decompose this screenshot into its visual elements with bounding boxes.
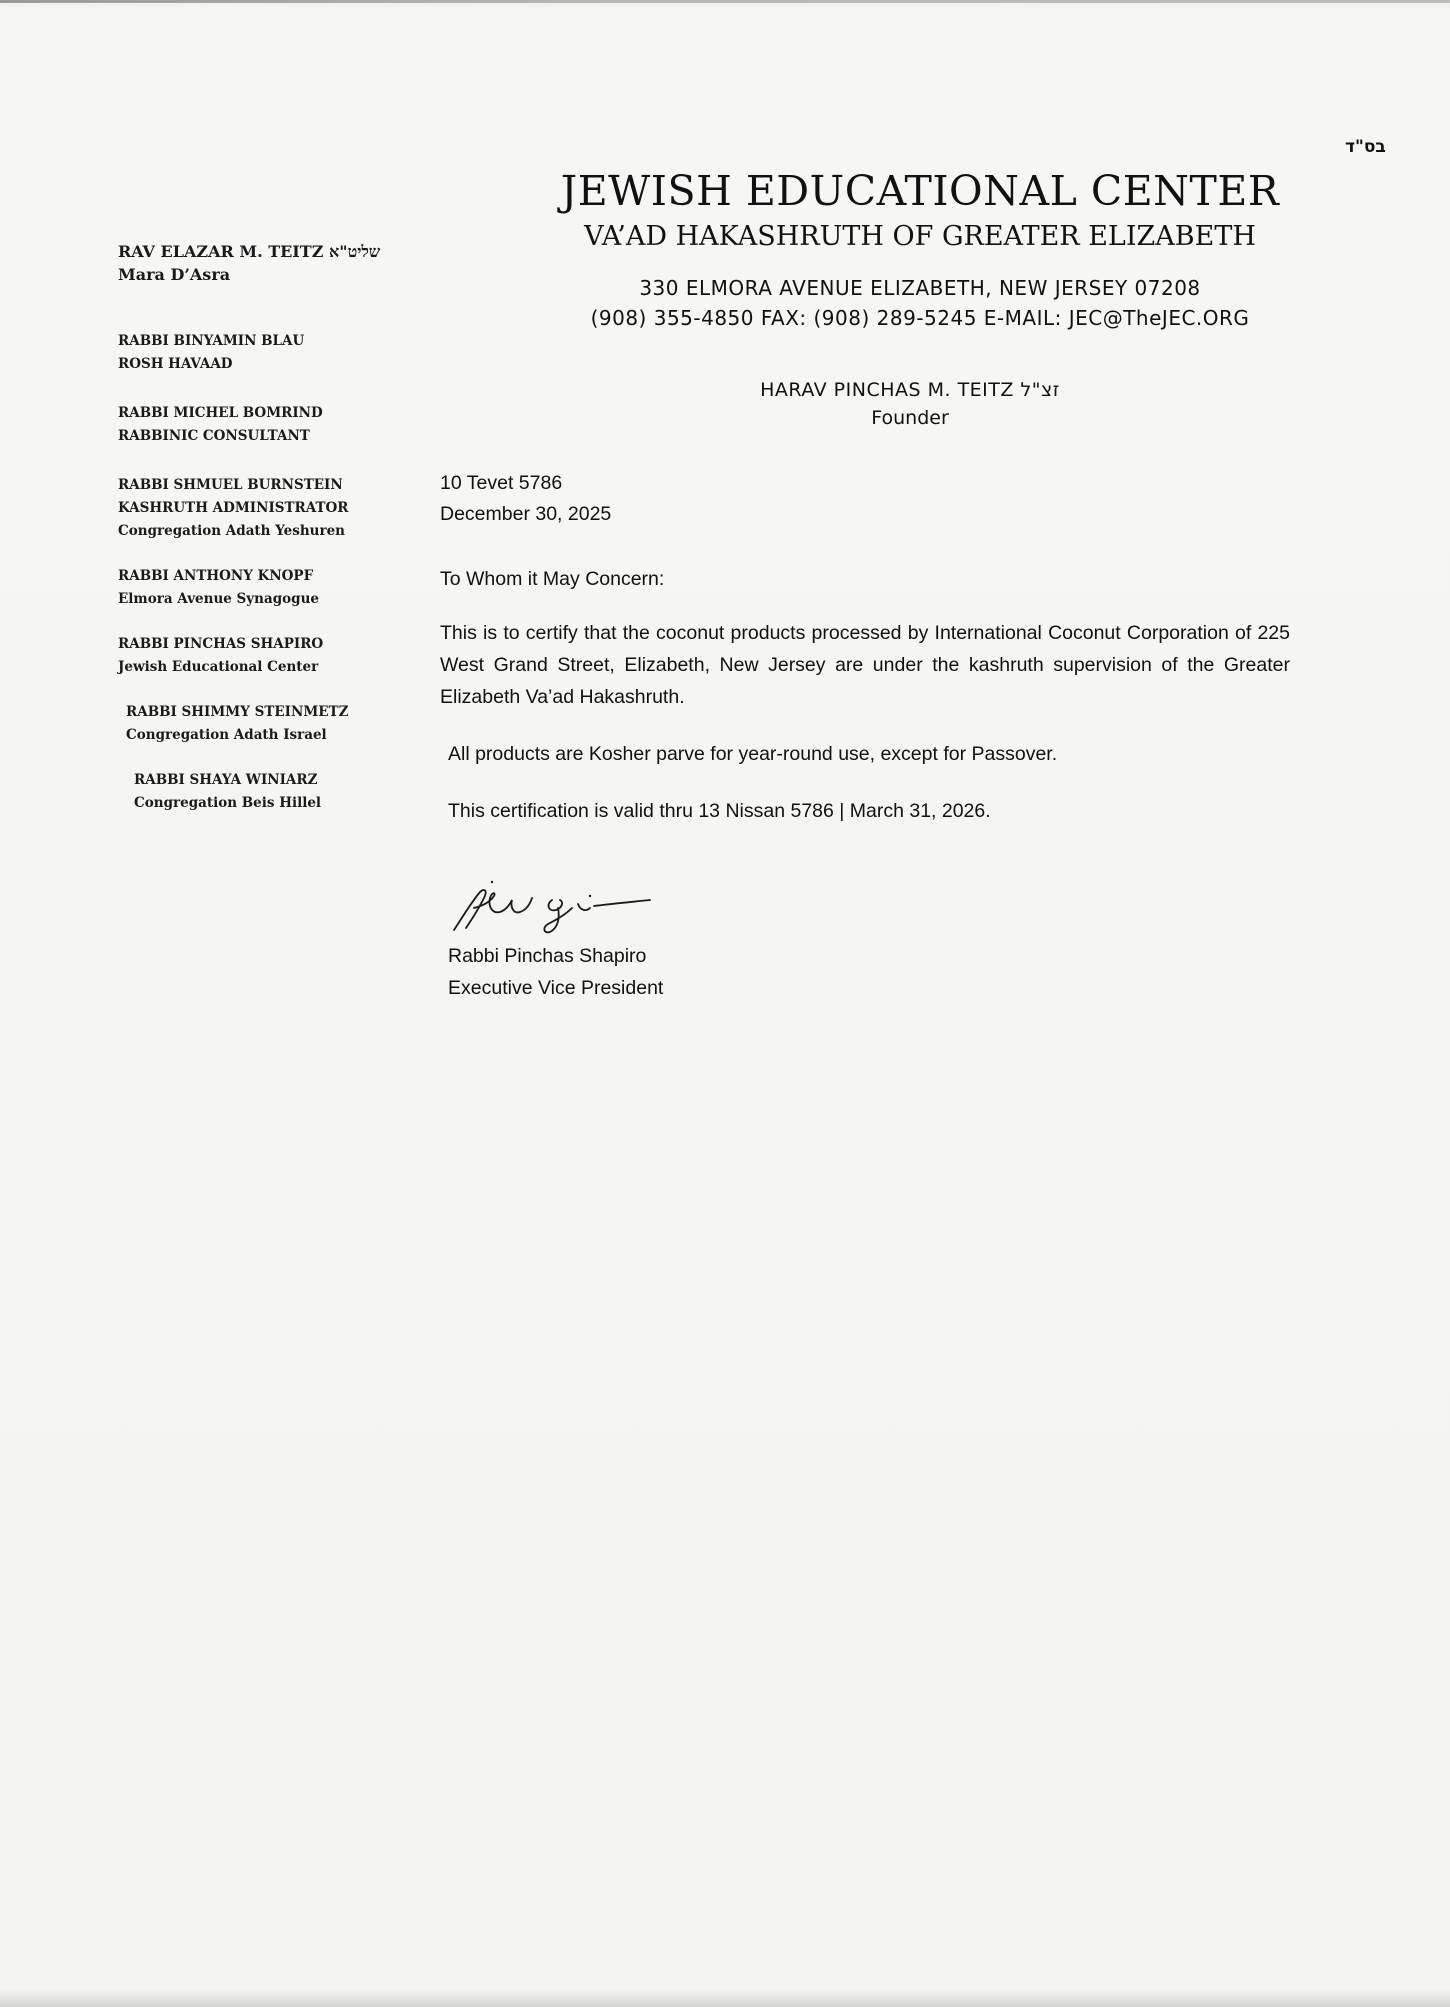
sidebar-rabbi [118,240,418,286]
signature-block [440,878,840,998]
rabbi-name: RABBI SHMUEL BURNSTEIN [118,477,343,493]
letter-body [440,468,1290,827]
sidebar-rabbi [118,633,418,679]
rabbi-title: ROSH HAVAAD [118,356,233,372]
rabbi-title: Elmora Avenue Synagogue [118,591,319,607]
sidebar-rabbi [118,701,418,747]
rabbi-title: Mara D’Asra [118,265,231,284]
kosher-status-paragraph: All products are Kosher parve for year-round use, except for Passover. [448,743,1058,765]
rabbi-title: Jewish Educational Center [118,659,319,675]
rabbi-name: RABBI SHAYA WINIARZ [134,772,318,788]
founder-title: Founder [871,407,949,429]
gregorian-date: December 30, 2025 [440,503,612,525]
signer [448,940,663,1004]
organization-name: JEWISH EDUCATIONAL CENTER [560,167,1280,215]
sidebar-rabbi [118,565,418,611]
rabbi-title: RABBINIC CONSULTANT [118,428,310,444]
rabbinic-board-sidebar [118,240,418,841]
organization-subtitle: VA’AD HAKASHRUTH OF GREATER ELIZABETH [584,221,1256,252]
bsd-mark: בס"ד [1345,137,1386,157]
rabbi-title: KASHRUTH ADMINISTRATOR [118,500,349,516]
certification-paragraph: This is to certify that the coconut products processed by International Coconut Corporation of 225 West Grand Street, Elizabeth, New Jersey are under the kashruth supervision of the Greater Elizabeth Va’ad Hakashruth. [440,622,1290,708]
rabbi-name: RABBI BINYAMIN BLAU [118,333,305,349]
founder-name: HARAV PINCHAS M. TEITZ זצ"ל [760,379,1060,401]
founder-block [660,376,1160,432]
rabbi-name: RABBI MICHEL BOMRIND [118,405,323,421]
letterhead [520,165,1320,333]
salutation: To Whom it May Concern: [440,568,665,590]
organization-address: 330 ELMORA AVENUE ELIZABETH, NEW JERSEY 07208 [639,276,1201,300]
sidebar-rabbi [118,769,418,815]
sidebar-rabbi [118,330,418,376]
page-bottom-edge [0,1990,1450,2007]
signer-name: Rabbi Pinchas Shapiro [448,945,647,967]
letter-dates [440,468,1290,530]
page-top-edge [0,0,1450,3]
rabbi-name: RABBI SHIMMY STEINMETZ [126,704,349,720]
rabbi-name: RABBI ANTHONY KNOPF [118,568,314,584]
sidebar-rabbi [118,474,418,543]
rabbi-title: Congregation Adath Israel [126,727,327,743]
signer-title: Executive Vice President [448,977,664,999]
rabbi-title: Congregation Beis Hillel [134,795,322,811]
hebrew-date: 10 Tevet 5786 [440,472,563,494]
organization-contact: (908) 355-4850 FAX: (908) 289-5245 E-MAIL: JEC@TheJEC.ORG [590,306,1250,330]
rabbi-congregation: Congregation Adath Yeshuren [118,523,345,539]
rabbi-name: RAV ELAZAR M. TEITZ שליט"א [118,242,381,261]
sidebar-rabbi [118,402,418,448]
validity-paragraph: This certification is valid thru 13 Nissan 5786 | March 31, 2026. [448,800,991,822]
rabbi-name: RABBI PINCHAS SHAPIRO [118,636,324,652]
handwritten-signature [440,878,700,938]
